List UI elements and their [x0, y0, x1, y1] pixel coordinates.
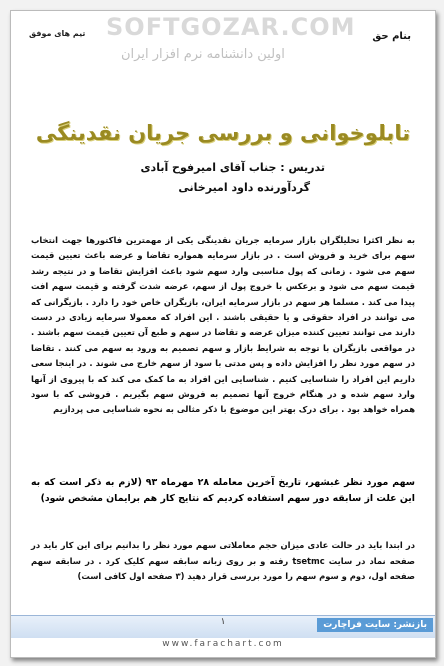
header-right-label: بنام حق: [372, 31, 411, 42]
watermark-tagline: اولین دانشنامه نرم افزار ایران: [121, 47, 285, 62]
footer-url[interactable]: www.farachart.com: [162, 639, 284, 649]
paragraph-intro: به نظر اکثرا تحلیلگران بازار سرمایه جریان نقدینگی یکی از مهمترین فاکتورها جهت انتخاب سهم برای خرید و فروش است . در بازار سرمایه همواره تقاضا و عرضه باعث تعیین قیمت سهم می شود . زمانی که پول مناسبی وارد سهم شود باعث افزایش تقاضا و در نتیجه رشد قیمت سهم می شود و برعکس با خروج پول از سهم، عرضه شدت گرفته و قیمت سهم افت پیدا می کند . مسلما هر سهم در بازار سرمایه ایران، بازیگران خاص خود را دارد . بازیگرانی که می توانند در افراد حقوقی و یا حقیقی باشند . این افراد که معمولا سرمایه زیادی در دست دارند می توانند تعیین کننده میزان عرضه و تقاضا در سهم و طبع آن تعیین قیمت سهم باشند . در مواقعی بازیگران با توجه به شرایط بازار و سهم تصمیم به ورود به سهم می کنند . تقاضا در سهم مورد نظر را افزایش داده و پس مدتی با سود از سهم خارج می شوند . در اینجا سعی داریم این افراد را شناسایی کنیم . شناسایی این افراد به ما کمک می کند که با پیروی از آنها وارد سهم شده و در هنگام خروج آنها تصمیم به فروش سهم بگیریم . فروشی که با سود همراه خواهد بود . برای درک بهتر این موضوع با ذکر مثالی به نحوه شناسایی می پردازیم: [31, 235, 415, 415]
watermark-brand: SOFTGOZAR.COM: [106, 13, 356, 41]
paragraph-instructions: در ابتدا باید در حالت عادی میزان حجم معاملاتی سهم مورد نظر را بدانیم برای این کار باید در صفحه نماد در سایت tsetmc رفته و بر روی زبانه سابقه سهم کلیک کرد . در سابقه سهم صفحه اول، دوم و سوم سهم را مورد بررسی قرار دهید (۳ صفحه اول کافی است): [31, 540, 415, 581]
teacher-line: تدریس : جناب آقای امیرفوح آبادی: [140, 161, 325, 174]
document-page: [10, 10, 436, 658]
footer-label: بازنشر: سایت فراچارت: [317, 618, 433, 632]
header-left-label: تیم های موفق: [29, 29, 86, 38]
document-title: تابلوخوانی و بررسی جریان نقدینگی: [35, 121, 411, 145]
compiler-line: گردآورنده داود امیرخانی: [178, 181, 310, 194]
paragraph-stock-selection: سهم مورد نظر غبشهر، تاریخ آخرین معامله ۲۸ مهرماه ۹۳ (لازم به ذکر است که به این علت از سابقه دور سهم استفاده کردیم که نتایج کار هم برایمان مشخص شود): [31, 477, 415, 504]
page-number: ۱: [220, 617, 226, 627]
